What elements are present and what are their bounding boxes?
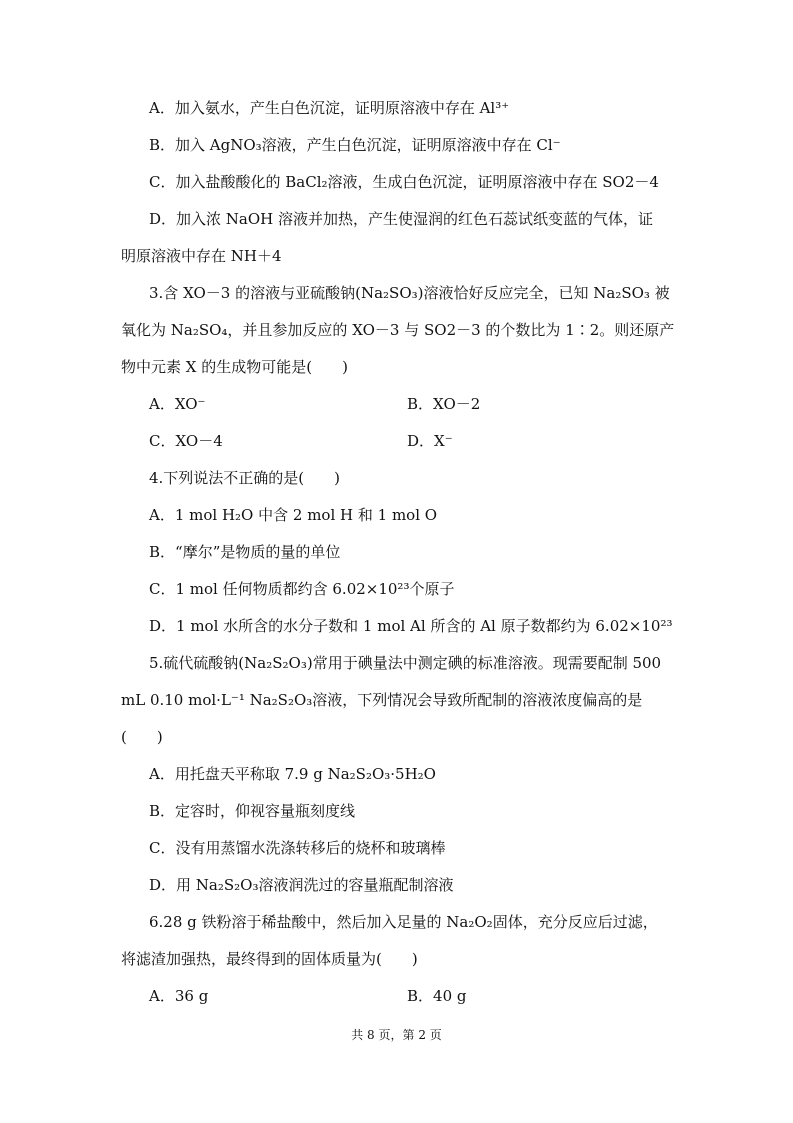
question-6-line1: 6.28 g 铁粉溶于稀盐酸中，然后加入足量的 Na₂O₂固体，充分反应后过滤， (149, 913, 658, 931)
question-5-option-c: C．没有用蒸馏水洗涤转移后的烧杯和玻璃棒 (149, 839, 446, 857)
question-4-option-d: D．1 mol 水所含的水分子数和 1 mol Al 所含的 Al 原子数都约为 6.02×10²³ (149, 617, 673, 635)
option-a-ammonia: A．加入氨水，产生白色沉淀，证明原溶液中存在 Al³⁺ (149, 99, 510, 117)
question-4-option-b: B．“摩尔”是物质的量的单位 (149, 543, 341, 561)
question-4-stem: 4.下列说法不正确的是( ) (149, 469, 341, 487)
question-6-line2: 将滤渣加强热，最终得到的固体质量为( ) (121, 950, 418, 968)
question-3-line1: 3.含 XO－3 的溶液与亚硫酸钠(Na₂SO₃)溶液恰好反应完全，已知 Na₂SO₃ 被 (149, 284, 670, 302)
question-3-option-d: D．X⁻ (407, 432, 453, 450)
question-5-option-d: D．用 Na₂S₂O₃溶液润洗过的容量瓶配制溶液 (149, 876, 454, 894)
page-footer: 共 8 页，第 2 页 (351, 1028, 442, 1042)
question-3-option-c: C．XO－4 (149, 432, 223, 450)
question-5-option-a: A．用托盘天平称取 7.9 g Na₂S₂O₃·5H₂O (149, 765, 436, 783)
question-4-option-c: C．1 mol 任何物质都约含 6.02×10²³个原子 (149, 580, 455, 598)
question-5-line2: mL 0.10 mol·L⁻¹ Na₂S₂O₃溶液，下列情况会导致所配制的溶液浓度偏高的是 (121, 691, 643, 709)
question-5-option-b: B．定容时，仰视容量瓶刻度线 (149, 802, 356, 820)
option-c-bacl2: C．加入盐酸酸化的 BaCl₂溶液，生成白色沉淀，证明原溶液中存在 SO2－4 (149, 173, 659, 191)
question-3-option-a: A．XO⁻ (149, 395, 206, 413)
option-b-agno3: B．加入 AgNO₃溶液，产生白色沉淀，证明原溶液中存在 Cl⁻ (149, 136, 561, 154)
question-6-option-b: B．40 g (407, 987, 467, 1005)
question-4-option-a: A．1 mol H₂O 中含 2 mol H 和 1 mol O (149, 506, 438, 524)
question-3-option-b: B．XO－2 (407, 395, 481, 413)
option-d-naoh-line1: D．加入浓 NaOH 溶液并加热，产生使湿润的红色石蕊试纸变蓝的气体，证 (149, 210, 654, 228)
question-5-line1: 5.硫代硫酸钠(Na₂S₂O₃)常用于碘量法中测定碘的标准溶液。现需要配制 500 (149, 654, 662, 672)
question-3-line3: 物中元素 X 的生成物可能是( ) (121, 358, 348, 376)
question-6-option-a: A．36 g (149, 987, 209, 1005)
question-5-line3: ( ) (121, 728, 163, 746)
question-3-line2: 氧化为 Na₂SO₄，并且参加反应的 XO－3 与 SO2－3 的个数比为 1∶2。则还原产 (121, 321, 675, 339)
option-d-naoh-line2: 明原溶液中存在 NH＋4 (121, 247, 282, 265)
